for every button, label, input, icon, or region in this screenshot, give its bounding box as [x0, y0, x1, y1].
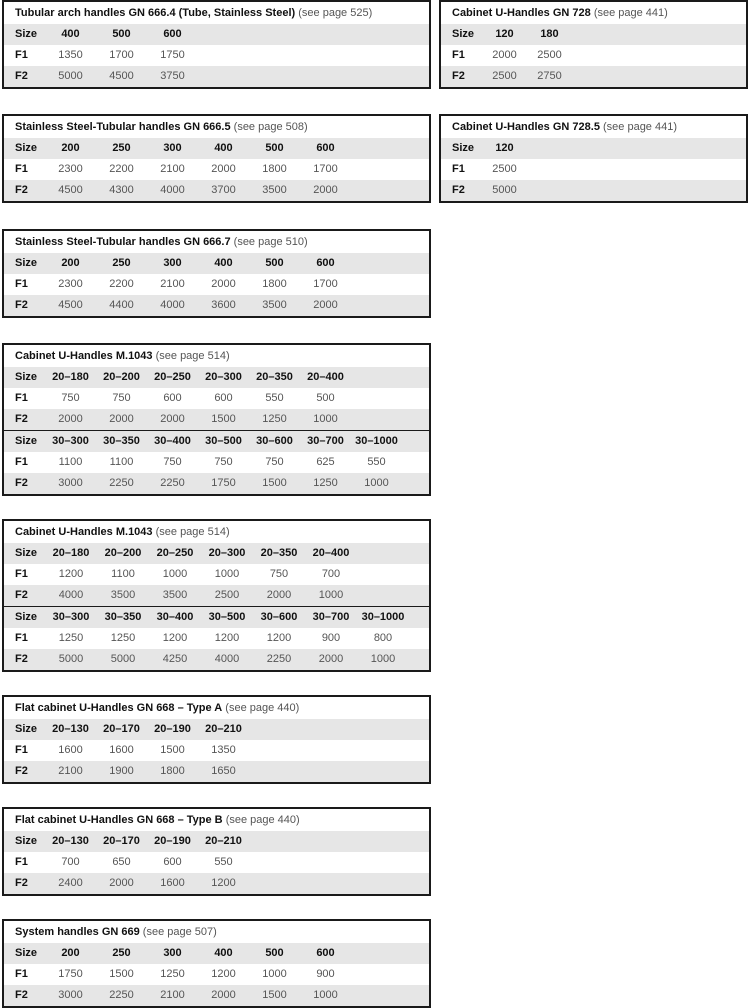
table-title-text: Cabinet U-Handles M.1043 — [15, 526, 153, 538]
table-cell: 2000 — [211, 163, 236, 175]
table-cell: 2500 — [492, 163, 517, 175]
table-cell: 500 — [265, 257, 284, 269]
table-cell: 4000 — [160, 299, 185, 311]
table-cell: 20–400 — [312, 547, 350, 559]
table-title — [4, 809, 429, 831]
table-title — [4, 921, 429, 943]
table-cell: 1700 — [313, 278, 338, 290]
row-label: F2 — [15, 184, 28, 196]
f2-row — [4, 409, 429, 430]
table-cell: 1600 — [58, 744, 83, 756]
table-cell: 30–500 — [208, 611, 246, 623]
row-label: F2 — [15, 70, 28, 82]
table-cell: 20–210 — [205, 723, 242, 735]
table-cell: 1000 — [262, 968, 287, 980]
table-cell: 1250 — [262, 413, 287, 425]
row-label: Size — [452, 28, 475, 40]
row-label: F1 — [452, 163, 465, 175]
table-cell: 30–300 — [52, 435, 89, 447]
table-cell: 900 — [316, 968, 335, 980]
table-cell: 1350 — [211, 744, 236, 756]
table-cell: 3750 — [160, 70, 185, 82]
table-cell: 1250 — [313, 477, 338, 489]
size-row — [4, 367, 429, 388]
table-cell: 600 — [163, 28, 182, 40]
table-cell: 550 — [265, 392, 284, 404]
table-cell: 4400 — [109, 299, 134, 311]
table-cell: 2500 — [492, 70, 517, 82]
table-title — [4, 697, 429, 719]
table-cell: 2000 — [58, 413, 83, 425]
table-cell: 500 — [316, 392, 335, 404]
table-title-text: Cabinet U-Handles GN 728.5 — [452, 121, 600, 133]
table-cell: 200 — [61, 142, 80, 154]
table-cell: 1000 — [370, 653, 396, 665]
table-cell: 5000 — [492, 184, 517, 196]
row-label: F1 — [15, 632, 28, 644]
table-cell: 600 — [316, 142, 335, 154]
table-cell: 2750 — [537, 70, 562, 82]
row-label: Size — [15, 835, 38, 847]
table-cell: 20–350 — [256, 371, 293, 383]
page-reference: (see page 441) — [593, 7, 668, 19]
f1-row — [4, 964, 429, 985]
table-title-text: Tubular arch handles GN 666.4 (Tube, Stainless Steel) — [15, 7, 296, 19]
table-cell: 1000 — [162, 568, 188, 580]
row-label: Size — [15, 435, 38, 447]
row-label: F2 — [15, 589, 28, 601]
row-label: Size — [15, 257, 38, 269]
table-title-text: Flat cabinet U-Handles GN 668 – Type A — [15, 702, 223, 714]
force-table — [2, 695, 431, 784]
table-cell: 30–400 — [156, 611, 194, 623]
table-cell: 1800 — [262, 163, 287, 175]
table-cell: 4000 — [160, 184, 185, 196]
table-cell: 4500 — [58, 184, 83, 196]
table-cell: 20–130 — [52, 835, 89, 847]
table-title — [441, 116, 746, 138]
f1-row — [4, 628, 429, 649]
f1-row — [4, 45, 429, 66]
size-row — [4, 430, 429, 452]
row-label: F2 — [452, 184, 465, 196]
f1-row — [441, 45, 746, 66]
table-cell: 1250 — [160, 968, 185, 980]
table-cell: 1250 — [58, 632, 84, 644]
table-cell: 2100 — [58, 765, 83, 777]
row-label: F2 — [15, 413, 28, 425]
table-cell: 30–600 — [256, 435, 293, 447]
table-cell: 1100 — [58, 456, 83, 468]
size-row — [4, 606, 429, 628]
row-label: F1 — [15, 392, 28, 404]
table-cell: 30–300 — [52, 611, 90, 623]
table-title-text: Cabinet U-Handles M.1043 — [15, 350, 153, 362]
size-row — [4, 831, 429, 852]
row-label: F2 — [452, 70, 465, 82]
f2-row — [4, 761, 429, 782]
table-cell: 4250 — [162, 653, 188, 665]
table-cell: 400 — [214, 142, 233, 154]
row-label: F2 — [15, 877, 28, 889]
table-cell: 20–190 — [154, 835, 191, 847]
f1-row — [4, 388, 429, 409]
table-cell: 1200 — [211, 877, 236, 889]
table-cell: 30–350 — [103, 435, 140, 447]
table-cell: 20–200 — [104, 547, 142, 559]
force-table — [439, 0, 748, 89]
force-table — [2, 807, 431, 896]
row-label: Size — [15, 611, 38, 623]
table-cell: 20–180 — [52, 547, 90, 559]
table-cell: 1250 — [110, 632, 136, 644]
table-cell: 1900 — [109, 765, 134, 777]
page-reference: (see page 525) — [298, 7, 373, 19]
table-cell: 1000 — [364, 477, 389, 489]
table-cell: 20–130 — [52, 723, 89, 735]
table-cell: 2300 — [58, 163, 83, 175]
force-table — [2, 519, 431, 672]
table-cell: 250 — [112, 142, 131, 154]
table-cell: 550 — [367, 456, 386, 468]
table-title-text: Cabinet U-Handles GN 728 — [452, 7, 591, 19]
table-title — [4, 345, 429, 367]
table-cell: 2000 — [211, 278, 236, 290]
table-title — [441, 2, 746, 24]
force-table — [2, 343, 431, 496]
table-cell: 2250 — [109, 989, 134, 1001]
table-cell: 3500 — [110, 589, 136, 601]
table-cell: 1350 — [58, 49, 83, 61]
table-cell: 2500 — [537, 49, 562, 61]
table-cell: 1000 — [313, 989, 338, 1001]
f1-row — [4, 740, 429, 761]
table-cell: 2000 — [318, 653, 344, 665]
page-reference: (see page 514) — [155, 350, 230, 362]
row-label: F1 — [15, 163, 28, 175]
f2-row — [4, 180, 429, 201]
table-cell: 250 — [112, 947, 131, 959]
page-reference: (see page 440) — [225, 702, 300, 714]
page-reference: (see page 440) — [225, 814, 300, 826]
table-cell: 20–190 — [154, 723, 191, 735]
table-cell: 30–400 — [154, 435, 191, 447]
table-cell: 5000 — [58, 70, 83, 82]
table-cell: 1100 — [111, 568, 135, 580]
table-cell: 5000 — [110, 653, 136, 665]
page-reference: (see page 510) — [233, 236, 308, 248]
table-cell: 4000 — [214, 653, 240, 665]
table-cell: 700 — [61, 856, 80, 868]
table-cell: 1500 — [109, 968, 134, 980]
table-cell: 300 — [163, 142, 182, 154]
table-cell: 120 — [495, 28, 514, 40]
size-row — [4, 138, 429, 159]
table-cell: 400 — [214, 257, 233, 269]
table-cell: 750 — [265, 456, 284, 468]
row-label: F1 — [15, 968, 28, 980]
row-label: F2 — [15, 765, 28, 777]
table-cell: 2300 — [58, 278, 83, 290]
table-cell: 1650 — [211, 765, 236, 777]
table-cell: 750 — [61, 392, 80, 404]
table-cell: 3500 — [162, 589, 188, 601]
table-cell: 750 — [214, 456, 233, 468]
table-cell: 500 — [112, 28, 131, 40]
table-cell: 200 — [61, 947, 80, 959]
table-cell: 1000 — [318, 589, 344, 601]
table-title-text: System handles GN 669 — [15, 926, 140, 938]
table-cell: 1100 — [109, 456, 134, 468]
f2-row — [4, 585, 429, 606]
table-cell: 1600 — [160, 877, 185, 889]
table-cell: 4500 — [109, 70, 134, 82]
table-cell: 1700 — [109, 49, 134, 61]
size-row — [4, 24, 429, 45]
table-cell: 2250 — [160, 477, 185, 489]
table-title-text: Stainless Steel-Tubular handles GN 666.5 — [15, 121, 231, 133]
table-cell: 1200 — [58, 568, 84, 580]
f2-row — [4, 66, 429, 87]
row-label: Size — [15, 947, 38, 959]
table-cell: 900 — [321, 632, 341, 644]
table-cell: 3500 — [262, 299, 287, 311]
table-cell: 20–250 — [154, 371, 191, 383]
table-cell: 4500 — [58, 299, 83, 311]
table-cell: 600 — [316, 947, 335, 959]
table-cell: 700 — [321, 568, 341, 580]
table-cell: 2250 — [266, 653, 292, 665]
force-table — [2, 0, 431, 89]
f1-row — [4, 852, 429, 873]
row-label: F1 — [452, 49, 465, 61]
table-title — [4, 2, 429, 24]
table-cell: 600 — [163, 856, 182, 868]
page-reference: (see page 508) — [233, 121, 308, 133]
table-cell: 4000 — [58, 589, 84, 601]
table-cell: 5000 — [58, 653, 84, 665]
table-cell: 1000 — [214, 568, 240, 580]
table-cell: 2100 — [160, 989, 185, 1001]
table-cell: 30–600 — [260, 611, 298, 623]
force-table — [2, 229, 431, 318]
row-label: F1 — [15, 456, 28, 468]
table-cell: 400 — [214, 947, 233, 959]
table-cell: 2000 — [313, 299, 338, 311]
table-cell: 2000 — [492, 49, 517, 61]
f2-row — [4, 473, 429, 494]
table-cell: 2000 — [109, 413, 134, 425]
row-label: F2 — [15, 653, 28, 665]
table-cell: 1700 — [313, 163, 338, 175]
row-label: Size — [15, 142, 38, 154]
force-table — [439, 114, 748, 203]
table-cell: 2200 — [109, 278, 134, 290]
table-cell: 2000 — [313, 184, 338, 196]
force-table — [2, 114, 431, 203]
f2-row — [441, 66, 746, 87]
force-table — [2, 919, 431, 1008]
table-cell: 800 — [373, 632, 393, 644]
table-cell: 1500 — [211, 413, 236, 425]
f1-row — [4, 159, 429, 180]
table-title-text: Flat cabinet U-Handles GN 668 – Type B — [15, 814, 223, 826]
table-cell: 300 — [163, 947, 182, 959]
table-cell: 20–400 — [307, 371, 344, 383]
table-cell: 180 — [540, 28, 559, 40]
table-cell: 1200 — [211, 968, 236, 980]
row-label: Size — [15, 371, 38, 383]
row-label: F1 — [15, 278, 28, 290]
table-cell: 1200 — [214, 632, 240, 644]
table-cell: 30–1000 — [361, 611, 405, 623]
f1-row — [4, 564, 429, 585]
size-row — [441, 138, 746, 159]
table-cell: 1800 — [160, 765, 185, 777]
table-cell: 1500 — [262, 477, 287, 489]
table-cell: 750 — [112, 392, 131, 404]
table-cell: 2400 — [58, 877, 83, 889]
table-cell: 550 — [214, 856, 233, 868]
table-cell: 625 — [316, 456, 335, 468]
table-cell: 30–700 — [307, 435, 344, 447]
page-reference: (see page 507) — [142, 926, 217, 938]
size-row — [4, 543, 429, 564]
table-cell: 650 — [112, 856, 131, 868]
row-label: F1 — [15, 49, 28, 61]
table-cell: 750 — [269, 568, 289, 580]
table-cell: 500 — [265, 142, 284, 154]
row-label: Size — [15, 723, 38, 735]
table-cell: 3600 — [211, 299, 236, 311]
table-cell: 2000 — [211, 989, 236, 1001]
table-cell: 30–1000 — [355, 435, 398, 447]
table-title — [4, 116, 429, 138]
table-cell: 1600 — [109, 744, 134, 756]
row-label: F2 — [15, 989, 28, 1001]
row-label: Size — [15, 547, 38, 559]
table-cell: 3500 — [262, 184, 287, 196]
page-reference: (see page 441) — [603, 121, 677, 133]
table-cell: 20–250 — [156, 547, 194, 559]
page-reference: (see page 514) — [155, 526, 230, 538]
table-cell: 1500 — [262, 989, 287, 1001]
row-label: F1 — [15, 856, 28, 868]
table-cell: 20–300 — [205, 371, 242, 383]
table-cell: 30–700 — [312, 611, 350, 623]
size-row — [441, 24, 746, 45]
table-cell: 1500 — [160, 744, 185, 756]
table-cell: 20–350 — [260, 547, 298, 559]
table-cell: 250 — [112, 257, 131, 269]
f2-row — [4, 295, 429, 316]
size-row — [4, 943, 429, 964]
table-cell: 600 — [214, 392, 233, 404]
table-cell: 1000 — [313, 413, 338, 425]
table-cell: 400 — [61, 28, 80, 40]
table-cell: 20–210 — [205, 835, 242, 847]
table-cell: 20–170 — [103, 835, 140, 847]
row-label: Size — [15, 28, 38, 40]
table-cell: 3000 — [58, 989, 83, 1001]
table-cell: 750 — [163, 456, 182, 468]
table-cell: 20–300 — [208, 547, 246, 559]
table-cell: 2500 — [214, 589, 240, 601]
table-title — [4, 521, 429, 543]
table-cell: 2100 — [160, 163, 185, 175]
table-cell: 20–170 — [103, 723, 140, 735]
table-cell: 1800 — [262, 278, 287, 290]
table-cell: 1750 — [58, 968, 83, 980]
row-label: F2 — [15, 299, 28, 311]
table-cell: 120 — [495, 142, 514, 154]
row-label: F2 — [15, 477, 28, 489]
size-row — [4, 253, 429, 274]
table-cell: 3700 — [211, 184, 236, 196]
f2-row — [4, 985, 429, 1006]
table-cell: 2000 — [160, 413, 185, 425]
table-cell: 30–350 — [104, 611, 142, 623]
f2-row — [4, 649, 429, 670]
table-cell: 4300 — [109, 184, 134, 196]
table-title — [4, 231, 429, 253]
table-cell: 600 — [163, 392, 182, 404]
table-cell: 1200 — [266, 632, 292, 644]
f1-row — [4, 452, 429, 473]
table-cell: 20–200 — [103, 371, 140, 383]
table-cell: 1750 — [211, 477, 236, 489]
table-cell: 2250 — [109, 477, 134, 489]
row-label: Size — [452, 142, 475, 154]
table-cell: 1200 — [162, 632, 188, 644]
row-label: F1 — [15, 568, 28, 580]
f1-row — [441, 159, 746, 180]
f1-row — [4, 274, 429, 295]
table-cell: 500 — [265, 947, 284, 959]
table-cell: 2200 — [109, 163, 134, 175]
table-title-text: Stainless Steel-Tubular handles GN 666.7 — [15, 236, 231, 248]
table-cell: 2000 — [266, 589, 292, 601]
table-cell: 1750 — [160, 49, 185, 61]
row-label: F1 — [15, 744, 28, 756]
table-cell: 200 — [61, 257, 80, 269]
table-cell: 30–500 — [205, 435, 242, 447]
table-cell: 3000 — [58, 477, 83, 489]
f2-row — [4, 873, 429, 894]
f2-row — [441, 180, 746, 201]
table-cell: 2000 — [109, 877, 134, 889]
table-cell: 600 — [316, 257, 335, 269]
table-cell: 300 — [163, 257, 182, 269]
table-cell: 2100 — [160, 278, 185, 290]
table-cell: 20–180 — [52, 371, 89, 383]
size-row — [4, 719, 429, 740]
